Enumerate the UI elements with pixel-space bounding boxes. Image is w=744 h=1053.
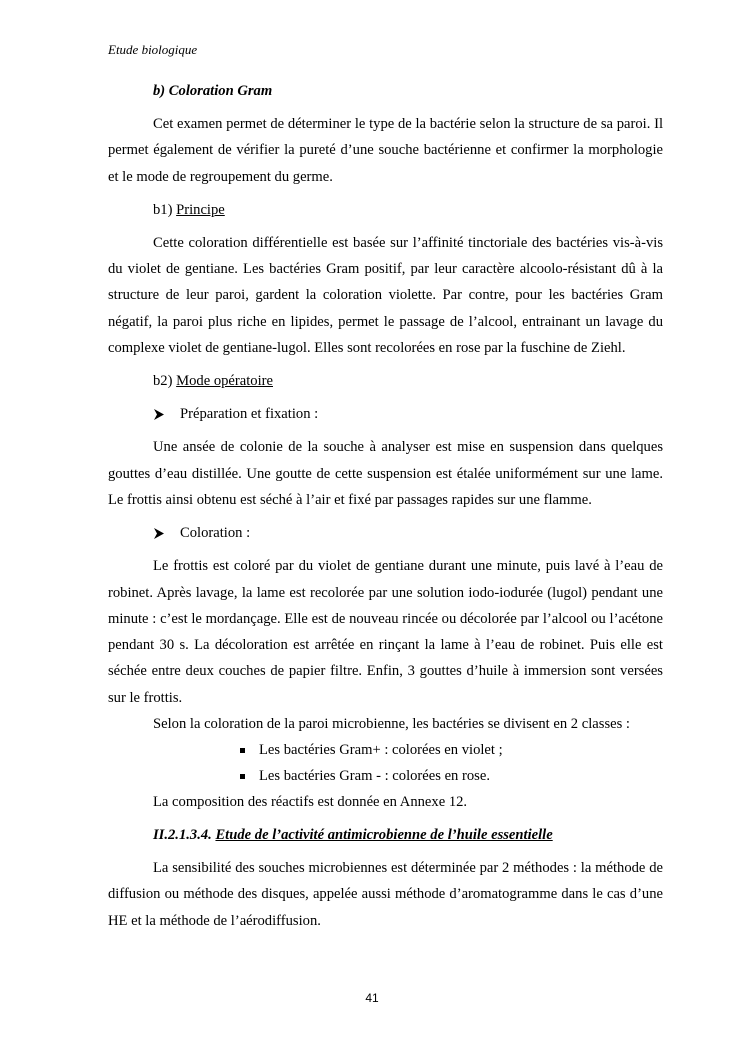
step2-item [108,520,663,546]
class-list-item-text: Les bactéries Gram - : colorées en rose. [259,768,490,785]
class-list-item [108,763,663,789]
arrow-bullet-icon [153,409,164,420]
page-body [108,78,663,941]
step1-label: Préparation et fixation : [180,406,319,423]
b2-heading [108,368,663,394]
step2-label: Coloration : [180,525,251,542]
section-b-heading: b) Coloration Gram [153,83,273,99]
step1-paragraph: Une ansée de colonie de la souche à analyser est mise en suspension dans quelques gouttes d’eau distillée. Une goutte de cette suspension est étalée uniformément sur une lame. Le frottis ainsi obtenu est séché à l’air et fixé par passages rapides sur une flamme. [108,439,663,508]
step2-paragraph: Le frottis est coloré par du violet de gentiane durant une minute, puis lavé à l’eau de robinet. Après lavage, la lame est recolorée par une solution iodo-iodurée (lugol) pendant une minute : c’est le mordançage. Elle est de nouveau rincée ou décolorée par l’alcool ou l’acétone pendant 30 s. La décoloration est arrêtée en rinçant la lame à l’eau de robinet. Puis elle est séchée entre deux couches de papier filtre. Enfin, 3 gouttes d’huile à immersion sont versées sur le frottis. [108,558,663,706]
running-header: Etude biologique [108,42,198,57]
section-2134-title: Etude de l’activité antimicrobienne de l’huile essentielle [215,827,553,844]
composition-note: La composition des réactifs est donnée en Annexe 12. [153,794,468,811]
page-number: 41 [365,991,379,1005]
square-bullet-icon [240,748,245,753]
section-2134-number: II.2.1.3.4. [153,827,212,844]
section-2134-heading [108,822,663,848]
step1-item [108,401,663,427]
class-list-item [108,737,663,763]
class-list-item-text: Les bactéries Gram+ : colorées en violet ; [259,742,503,759]
section-b-intro: Cet examen permet de déterminer le type de la bactérie selon la structure de sa paroi. Il permet également de vérifier la pureté d’une souche bactérienne et confirmer la morphologie et le mode de regroupement du germe. [108,116,663,185]
b1-paragraph: Cette coloration différentielle est basée sur l’affinité tinctoriale des bactéries vis-à-vis du violet de gentiane. Les bactéries Gram positif, par leur caractère alcoolo-résistant dû à la structure de leur paroi, gardent la coloration violette. Par contre, pour les bactéries Gram négatif, la paroi plus riche en lipides, permet le passage de l’alcool, entrainant un lavage du complexe violet de gentiane-lugol. Elles sont recolorées en rose par la fuschine de Ziehl. [108,234,663,357]
section-2134-paragraph: La sensibilité des souches microbiennes est déterminée par 2 méthodes : la méthode de diffusion ou méthode des disques, appelée aussi méthode d’aromatogramme dans le cas d’une HE et la méthode de l’aérodiffusion. [108,860,663,929]
b1-heading [108,197,663,223]
b1-number: b1) [153,201,173,218]
b1-title: Principe [176,201,225,218]
b2-number: b2) [153,373,173,390]
classes-intro: Selon la coloration de la paroi microbienne, les bactéries se divisent en 2 classes : [153,716,630,733]
arrow-bullet-icon [153,528,164,539]
b2-title: Mode opératoire [176,373,273,390]
square-bullet-icon [240,774,245,779]
